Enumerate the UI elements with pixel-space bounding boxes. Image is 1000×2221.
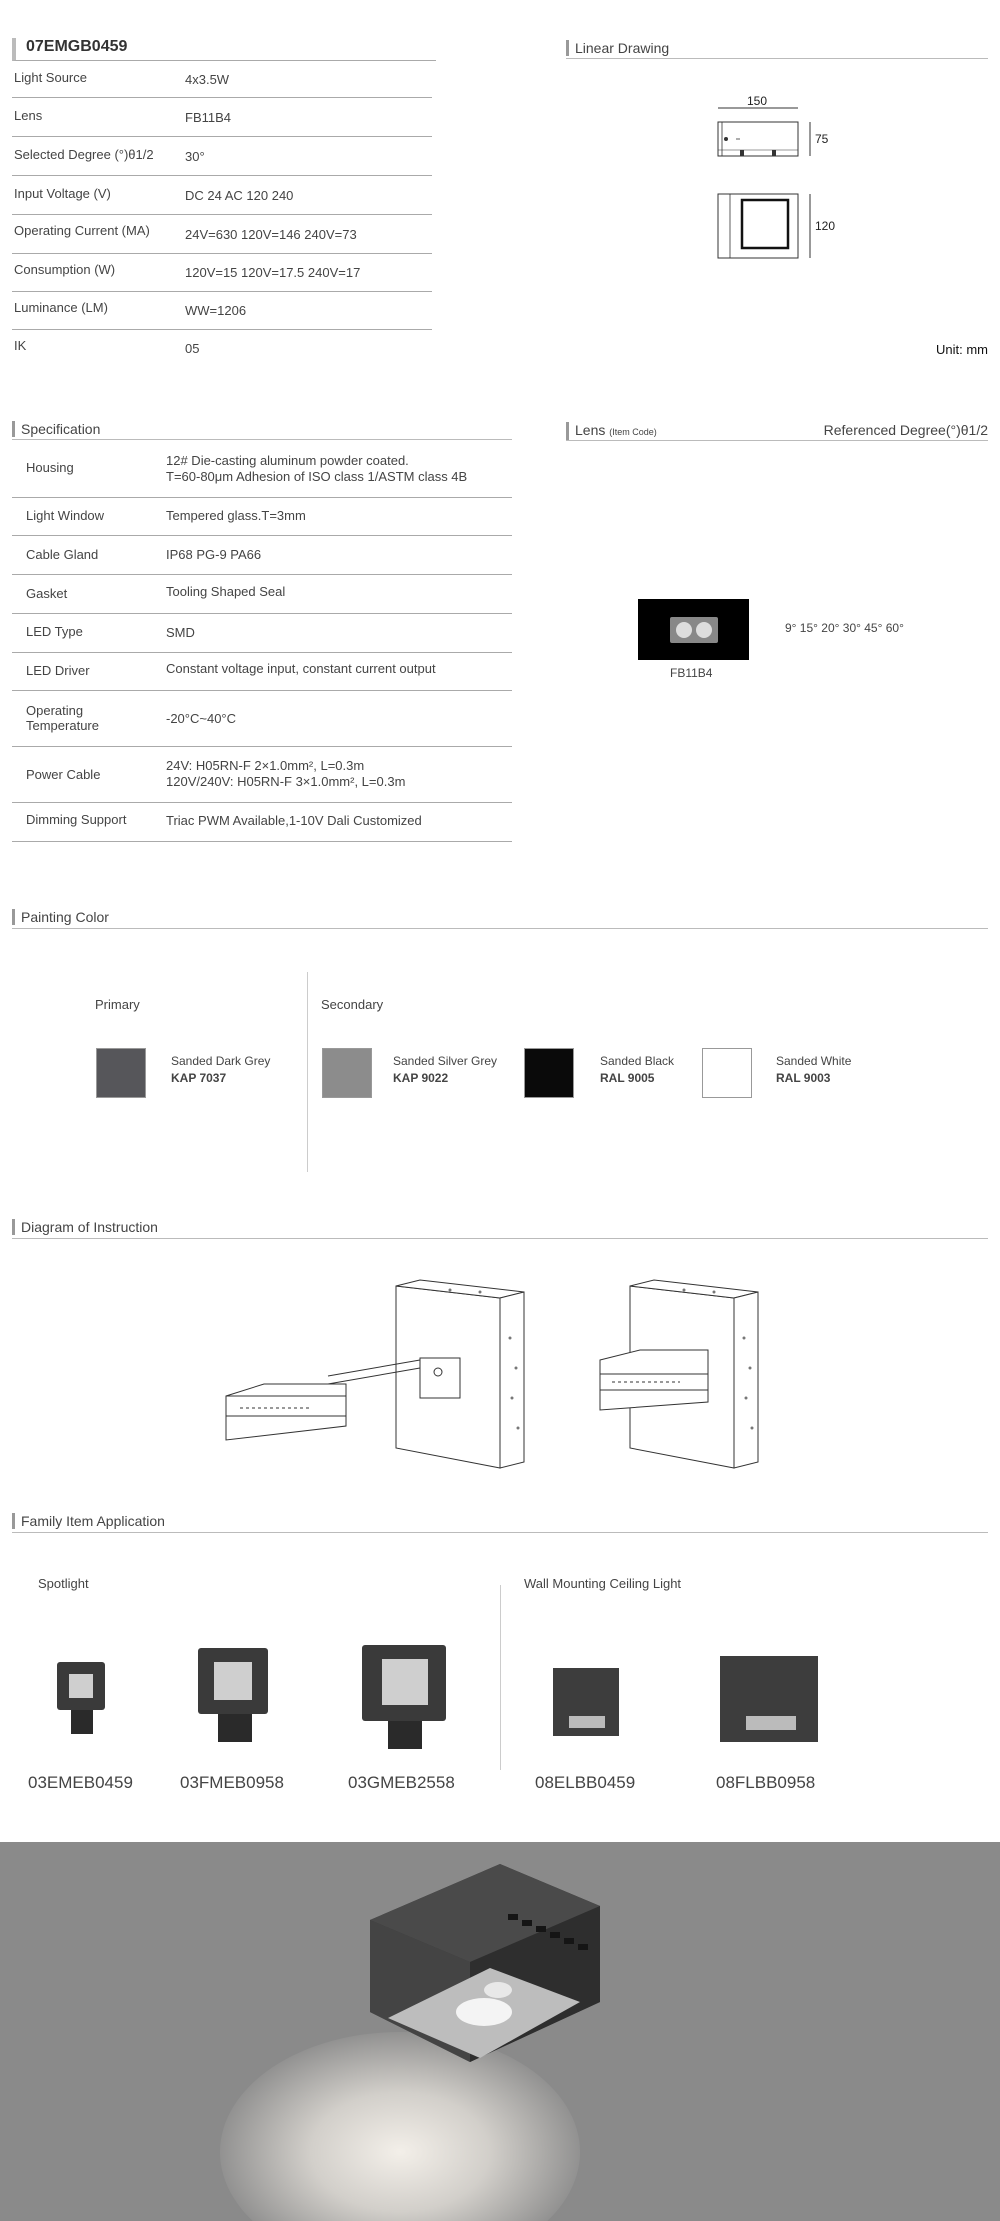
product-code-header: [12, 38, 436, 61]
spec-detail-row: [12, 691, 512, 747]
dim-depth: 120: [815, 219, 836, 233]
instruction-title: Diagram of Instruction: [12, 1219, 158, 1235]
color-name: Sanded Dark Grey: [171, 1054, 271, 1068]
color-code: RAL 9003: [776, 1071, 831, 1085]
spec-detail-value: 120V/240V: H05RN-F 3×1.0mm², L=0.3m: [166, 774, 406, 789]
hero-fixture: [360, 1862, 610, 2072]
spec-detail-row: [12, 614, 512, 653]
spec-detail-key: Temperature: [26, 718, 99, 733]
spec-key: Light Source: [14, 70, 87, 85]
spec-value: 30°: [185, 149, 205, 164]
spec-value: DC 24 AC 120 240: [185, 188, 294, 203]
spec-key: Selected Degree (°)θ1/2: [14, 147, 154, 162]
spec-key: Luminance (LM): [14, 300, 108, 315]
spec-key: Consumption (W): [14, 262, 116, 277]
family-item-code: 08FLBB0958: [716, 1773, 816, 1792]
primary-label: Primary: [95, 997, 140, 1012]
spec-detail-key: Dimming Support: [26, 812, 127, 827]
family-item-code: 03EMEB0459: [28, 1773, 133, 1792]
color-name-black: [600, 1053, 674, 1087]
color-code: RAL 9005: [600, 1071, 655, 1085]
spec-detail-value: IP68 PG-9 PA66: [166, 547, 262, 562]
spec-row: [12, 254, 432, 292]
secondary-label: Secondary: [321, 997, 384, 1012]
painting-color-title: Painting Color: [12, 909, 109, 925]
product-code: 07EMGB0459: [26, 38, 128, 55]
spec-value: FB11B4: [185, 110, 232, 125]
lens-title-text: Lens: [575, 422, 606, 438]
product-thumb-wall-large: [720, 1656, 818, 1742]
spec-detail-row: [12, 653, 512, 691]
spec-detail-row: [12, 440, 512, 498]
color-code: KAP 9022: [393, 1071, 449, 1085]
spec-detail-row: [12, 747, 512, 803]
spec-detail-value: -20°C~40°C: [166, 711, 237, 726]
spec-row: [12, 176, 432, 215]
lens-degrees: 9° 15° 20° 30° 45° 60°: [785, 621, 904, 635]
spec-key: Input Voltage (V): [14, 186, 111, 201]
spec-detail-key: LED Driver: [26, 663, 90, 678]
spec-value: WW=1206: [185, 303, 247, 318]
lens-divider: [566, 440, 988, 441]
product-thumb-spotlight-medium: [196, 1648, 272, 1744]
spec-detail-key: Operating: [26, 703, 84, 718]
linear-drawing-divider: [566, 58, 988, 59]
color-name-silver-grey: [393, 1053, 497, 1087]
spec-detail-key: Gasket: [26, 586, 68, 601]
instruction-diagram: [220, 1278, 790, 1470]
color-name-dark-grey: [171, 1053, 270, 1087]
color-name: Sanded White: [776, 1054, 852, 1068]
color-divider: [307, 972, 308, 1172]
unit-label: Unit: mm: [936, 342, 988, 357]
lens-degree-title: Referenced Degree(°)θ1/2: [823, 422, 988, 438]
family-item-code: 03GMEB2558: [348, 1773, 455, 1792]
swatch-black: [524, 1048, 574, 1098]
specification-title: Specification: [12, 421, 100, 437]
spec-detail-value: Tooling Shaped Seal: [166, 584, 286, 599]
swatch-white: [702, 1048, 752, 1098]
lens-title: [566, 422, 657, 440]
color-name: Sanded Black: [600, 1054, 675, 1068]
lens-image: [638, 599, 749, 660]
color-name: Sanded Silver Grey: [393, 1054, 498, 1068]
dim-width: 150: [747, 94, 768, 108]
spec-detail-key: Power Cable: [26, 767, 101, 782]
spec-detail-row: [12, 498, 512, 536]
product-thumb-spotlight-large: [362, 1645, 446, 1749]
family-divider-vertical: [500, 1585, 501, 1770]
spec-row: [12, 60, 432, 98]
spec-value: 24V=630 120V=146 240V=73: [185, 227, 357, 242]
hero-product-image: [0, 1842, 1000, 2221]
product-thumb-wall-small: [553, 1668, 619, 1736]
family-title: Family Item Application: [12, 1513, 165, 1529]
product-thumb-spotlight-small: [55, 1662, 107, 1740]
dim-height: 75: [815, 132, 829, 146]
lens-item-code: FB11B4: [670, 666, 713, 680]
spec-detail-row: [12, 803, 512, 842]
swatch-dark-grey: [96, 1048, 146, 1098]
spec-detail-key: Cable Gland: [26, 547, 99, 562]
spec-value: 120V=15 120V=17.5 240V=17: [185, 265, 361, 280]
spec-value: 05: [185, 341, 200, 356]
family-group-spotlight: Spotlight: [38, 1576, 89, 1591]
spec-key: Operating Current (MA): [14, 223, 150, 238]
painting-color-divider: [12, 928, 988, 929]
spec-detail-value: Tempered glass.T=3mm: [166, 508, 306, 523]
family-divider: [12, 1532, 988, 1533]
spec-row: [12, 292, 432, 330]
spec-row: [12, 215, 432, 254]
spec-key: Lens: [14, 108, 43, 123]
spec-row: [12, 98, 432, 137]
spec-detail-key: LED Type: [26, 624, 83, 639]
spec-row: [12, 137, 432, 176]
linear-drawing-title: Linear Drawing: [566, 40, 669, 56]
family-group-wall: Wall Mounting Ceiling Light: [524, 1576, 682, 1591]
spec-row: [12, 330, 432, 367]
spec-detail-row: [12, 575, 512, 614]
spec-detail-key: Housing: [26, 460, 74, 475]
family-item-code: 03FMEB0958: [180, 1773, 284, 1792]
color-code: KAP 7037: [171, 1071, 227, 1085]
lens-title-small: (Item Code): [609, 427, 657, 437]
linear-drawing: [700, 90, 840, 270]
spec-detail-value: 12# Die-casting aluminum powder coated.: [166, 453, 409, 468]
spec-detail-value: T=60-80μm Adhesion of ISO class 1/ASTM class 4B: [166, 469, 468, 484]
spec-key: IK: [14, 338, 27, 353]
spec-detail-value: Triac PWM Available,1-10V Dali Customized: [166, 813, 422, 828]
spec-detail-row: [12, 536, 512, 575]
color-name-white: [776, 1053, 851, 1087]
spec-detail-value: 24V: H05RN-F 2×1.0mm², L=0.3m: [166, 758, 365, 773]
spec-detail-key: Light Window: [26, 508, 105, 523]
family-item-code: 08ELBB0459: [535, 1773, 636, 1792]
lens-optic: [670, 617, 718, 643]
instruction-divider: [12, 1238, 988, 1239]
spec-detail-value: SMD: [166, 625, 195, 640]
swatch-silver-grey: [322, 1048, 372, 1098]
spec-detail-value: Constant voltage input, constant current output: [166, 661, 436, 676]
spec-value: 4x3.5W: [185, 72, 230, 87]
